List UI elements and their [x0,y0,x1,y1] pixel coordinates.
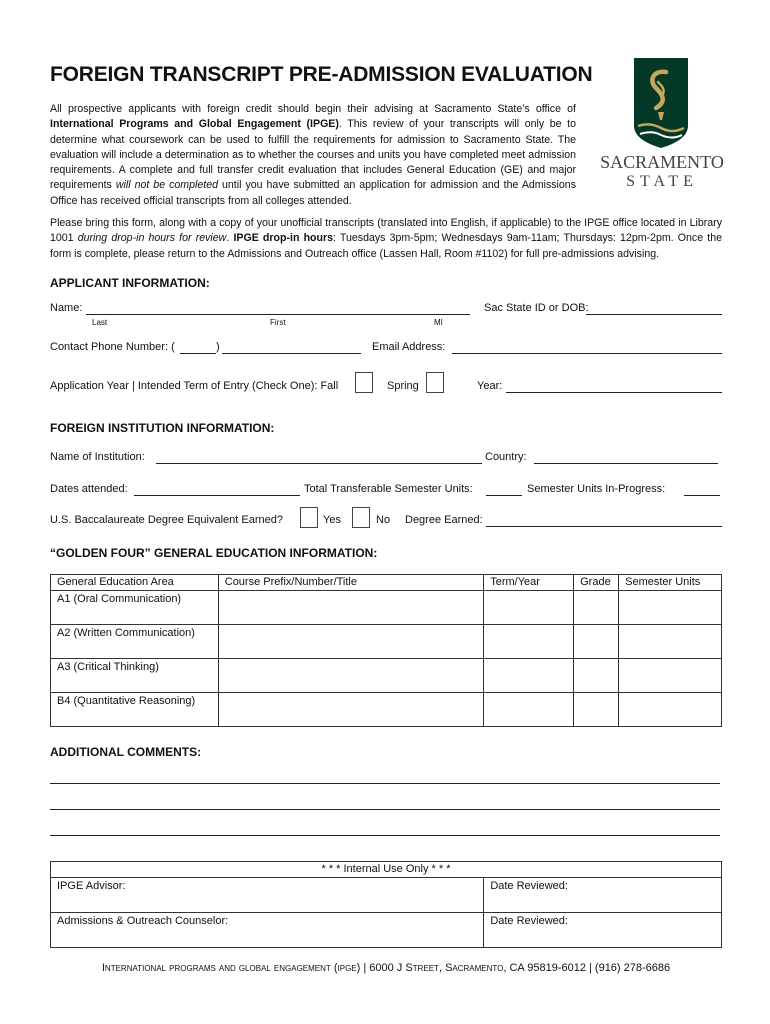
phone-close-paren: ) [216,341,220,353]
grade-cell[interactable] [574,591,619,625]
degree-earned-field[interactable] [486,514,722,527]
term-year-cell[interactable] [484,659,574,693]
institution-name-label: Name of Institution: [50,451,145,463]
name-sub-mi: MI [434,318,443,327]
ge-area-cell: A3 (Critical Thinking) [51,659,219,693]
spring-checkbox[interactable] [426,372,444,393]
grade-cell[interactable] [574,693,619,727]
internal-use-table [50,861,722,948]
name-label: Name: [50,302,83,314]
country-label: Country: [485,451,527,463]
units-in-progress-field[interactable] [684,483,720,496]
term-year-cell[interactable] [484,693,574,727]
units-in-progress-label: Semester Units In-Progress: [527,483,666,495]
internal-use-header: * * * Internal Use Only * * * [51,862,722,878]
degree-yes-label: Yes [323,514,341,526]
email-field[interactable] [452,341,722,354]
semester-units-cell[interactable] [619,693,722,727]
table-row [51,625,722,659]
transferable-units-label: Total Transferable Semester Units: [304,483,473,495]
date-reviewed-cell[interactable]: Date Reviewed: [484,878,722,913]
column-header: Course Prefix/Number/Title [218,575,483,591]
column-header: Term/Year [484,575,574,591]
transferable-units-field[interactable] [486,483,522,496]
comment-line-3[interactable] [50,835,720,836]
counselor-cell[interactable]: Admissions & Outreach Counselor: [51,913,484,948]
semester-units-cell[interactable] [619,659,722,693]
name-field[interactable] [86,302,470,315]
sac-state-id-field[interactable] [586,302,722,315]
dates-attended-field[interactable] [134,483,300,496]
spring-label: Spring [387,380,419,392]
name-sub-last: Last [92,318,108,327]
ge-area-cell: A2 (Written Communication) [51,625,219,659]
ge-area-cell: B4 (Quantitative Reasoning) [51,693,219,727]
course-cell[interactable] [218,693,483,727]
application-year-label: Application Year | Intended Term of Entry (Check One): Fall [50,380,339,392]
comments-heading: ADDITIONAL COMMENTS: [50,745,202,759]
sac-state-id-label: Sac State ID or DOB: [484,302,589,314]
term-year-cell[interactable] [484,625,574,659]
comment-line-1[interactable] [50,783,720,784]
degree-equivalent-label: U.S. Baccalaureate Degree Equivalent Earned? [50,514,283,526]
sacramento-state-logo [600,58,724,190]
grade-cell[interactable] [574,625,619,659]
phone-label: Contact Phone Number: ( [50,341,175,353]
year-field[interactable] [506,380,722,393]
page-title: FOREIGN TRANSCRIPT PRE-ADMISSION EVALUATION [50,63,593,86]
phone-number-field[interactable] [222,341,361,354]
institution-name-field[interactable] [156,451,482,464]
semester-units-cell[interactable] [619,625,722,659]
table-row [51,591,722,625]
degree-no-checkbox[interactable] [352,507,370,528]
course-cell[interactable] [218,625,483,659]
term-year-cell[interactable] [484,591,574,625]
grade-cell[interactable] [574,659,619,693]
degree-no-label: No [376,514,391,526]
country-field[interactable] [534,451,718,464]
golden-four-table [50,574,722,727]
institution-heading: FOREIGN INSTITUTION INFORMATION: [50,421,275,435]
column-header: Semester Units [619,575,722,591]
ipge-advisor-cell[interactable]: IPGE Advisor: [51,878,484,913]
degree-yes-checkbox[interactable] [300,507,318,528]
year-label: Year: [477,380,503,392]
column-header: General Education Area [51,575,219,591]
column-header: Grade [574,575,619,591]
applicant-heading: APPLICANT INFORMATION: [50,276,210,290]
email-label: Email Address: [372,341,446,353]
instructions-paragraph: Please bring this form, along with a copy of your unofficial transcripts (translated into English, if applicable) to the IPGE office located in Library 1001 during drop-in hours for review. IPGE drop-in hours: Tuesdays 3pm-5pm; Wednesdays 9am-11am; Thursdays: 12pm-2pm. Once the form is complete, please return to the Admissions and Outreach office (Lassen Hall, Room #1102) for full pre-admissions advising. [50,217,723,260]
logo-text-line1: SACRAMENTO [600,152,724,172]
intro-paragraph: All prospective applicants with foreign credit should begin their advising at Sacramento State’s office of International Programs and Global Engagement (IPGE). This review of your transcripts will only be to determine what coursework can be used to fulfill the requirements for admission to Sacramento State. The evaluation will include a determination as to whether the courses and units you have completed meet admission requirements. A complete and full transfer credit evaluation that includes General Education (GE) and major requirements will not be completed until you have submitted an application for admission and the Admissions Office has received official transcripts from all colleges attended. [50,103,576,207]
course-cell[interactable] [218,659,483,693]
table-header-row [51,575,722,591]
semester-units-cell[interactable] [619,591,722,625]
course-cell[interactable] [218,591,483,625]
name-sub-first: First [270,318,286,327]
date-reviewed-cell[interactable]: Date Reviewed: [484,913,722,948]
table-row [51,693,722,727]
logo-text-line2: STATE [626,173,698,190]
footer: International programs and global engagement (ipge) | 6000 J Street, Sacramento, CA 95819-6012 | (916) 278-6686 [101,962,671,974]
table-row [51,659,722,693]
fall-checkbox[interactable] [355,372,373,393]
degree-earned-label: Degree Earned: [405,514,483,526]
comment-line-2[interactable] [50,809,720,810]
dates-attended-label: Dates attended: [50,483,128,495]
golden-four-heading: “GOLDEN FOUR” GENERAL EDUCATION INFORMATION: [50,546,378,560]
phone-area-code-field[interactable] [180,341,216,354]
ge-area-cell: A1 (Oral Communication) [51,591,219,625]
